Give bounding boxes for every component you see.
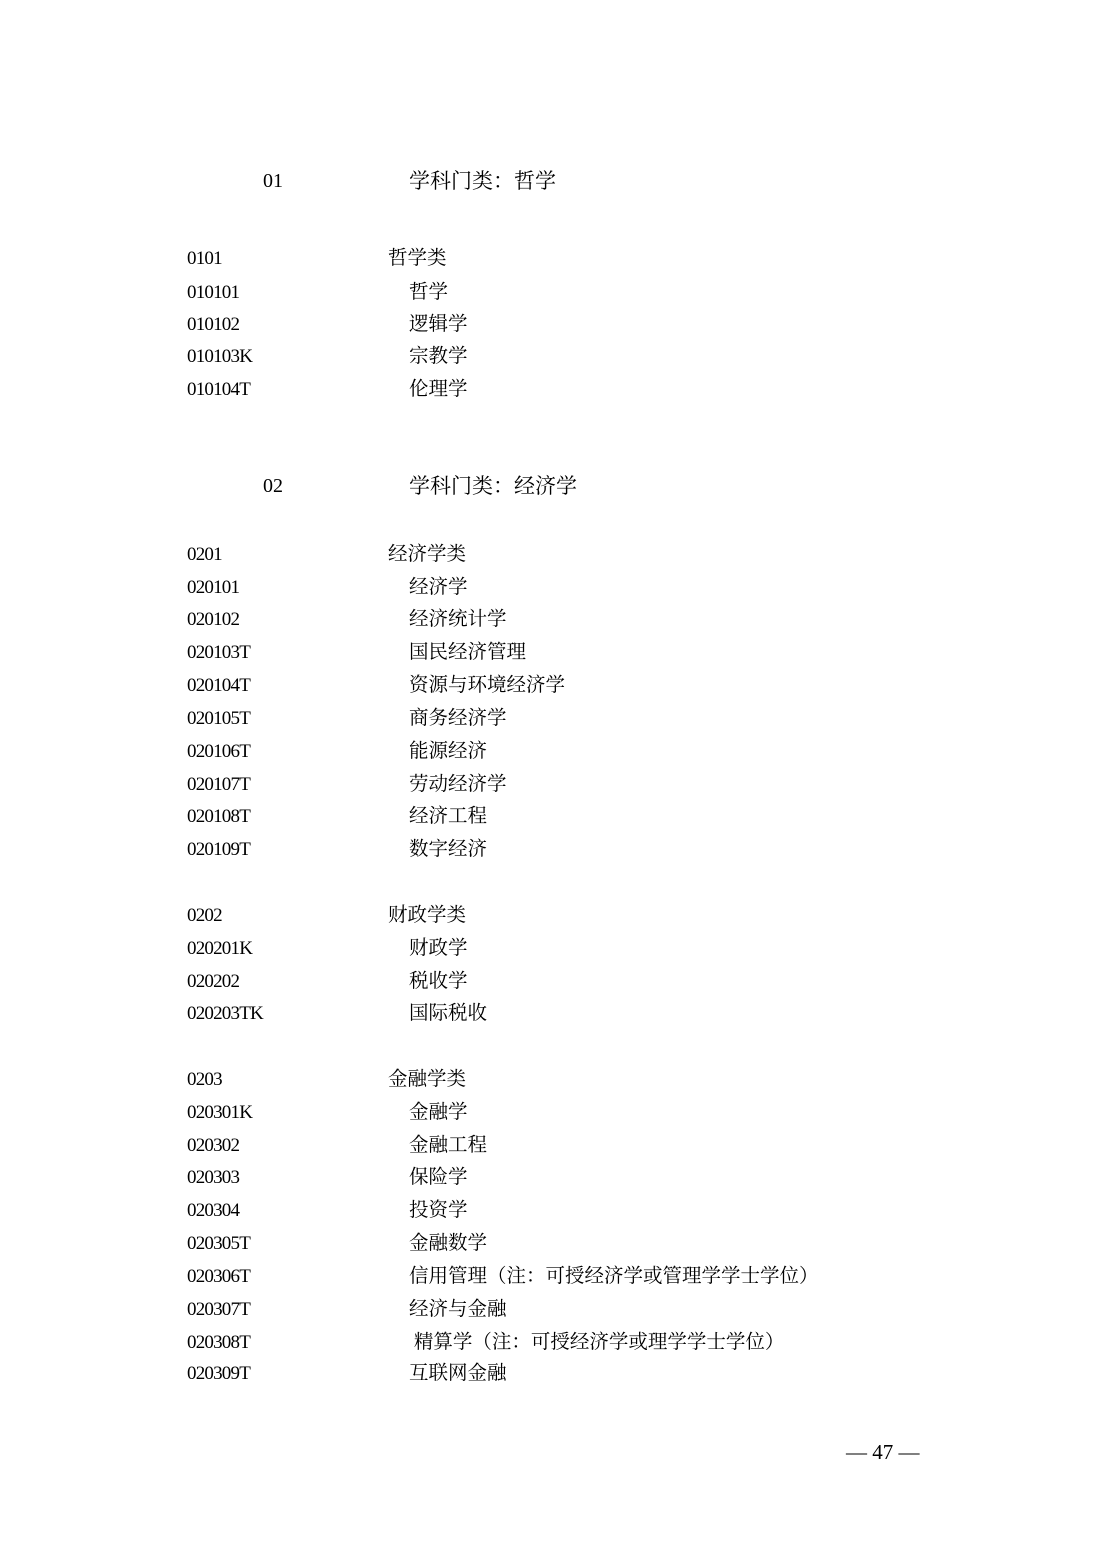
major-name: 投资学 [409, 1200, 468, 1221]
major-name: 资源与环境经济学 [409, 675, 566, 696]
group-code: 0202 [187, 905, 222, 926]
group-code: 0101 [187, 248, 222, 269]
major-name: 金融数学 [409, 1233, 488, 1254]
major-code: 010104T [187, 379, 251, 400]
major-code: 020306T [187, 1266, 251, 1287]
major-name: 逻辑学 [409, 314, 468, 335]
major-code: 020102 [187, 609, 240, 630]
major-code: 020305T [187, 1233, 251, 1254]
major-name: 能源经济 [409, 741, 488, 762]
major-name: 伦理学 [409, 379, 468, 400]
major-name: 国民经济管理 [409, 642, 527, 663]
group-name: 财政学类 [388, 905, 467, 926]
major-name: 宗教学 [409, 346, 468, 367]
group-name: 经济学类 [388, 544, 467, 565]
major-code: 020109T [187, 839, 251, 860]
major-code: 020307T [187, 1299, 251, 1320]
major-name: 保险学 [409, 1167, 468, 1188]
major-name: 国际税收 [409, 1003, 488, 1024]
major-code: 020108T [187, 806, 251, 827]
major-name: 互联网金融 [409, 1363, 507, 1384]
major-code: 010101 [187, 282, 240, 303]
group-name: 哲学类 [388, 248, 447, 269]
major-code: 020203TK [187, 1003, 263, 1024]
major-code: 020105T [187, 708, 251, 729]
major-code: 020301K [187, 1102, 253, 1123]
major-code: 010103K [187, 346, 253, 367]
major-code: 020101 [187, 577, 240, 598]
major-code: 020304 [187, 1200, 240, 1221]
group-code: 0203 [187, 1069, 222, 1090]
major-name: 财政学 [409, 938, 468, 959]
section-title: 学科门类：经济学 [409, 474, 577, 498]
major-code: 020104T [187, 675, 251, 696]
group-name: 金融学类 [388, 1069, 467, 1090]
major-code: 020309T [187, 1363, 251, 1384]
major-name: 金融工程 [409, 1135, 488, 1156]
major-name: 金融学 [409, 1102, 468, 1123]
section-code: 02 [263, 475, 283, 497]
major-name: 经济学 [409, 577, 468, 598]
major-name: 哲学 [409, 282, 449, 303]
section-code: 01 [263, 170, 283, 192]
major-code: 020303 [187, 1167, 240, 1188]
major-code: 020202 [187, 971, 240, 992]
major-code: 020103T [187, 642, 251, 663]
major-name: 经济工程 [409, 806, 488, 827]
major-name: 经济统计学 [409, 609, 507, 630]
major-name: 精算学（注：可授经济学或理学学士学位） [409, 1332, 785, 1353]
major-code: 010102 [187, 314, 240, 335]
major-code: 020107T [187, 774, 251, 795]
section-title: 学科门类：哲学 [409, 169, 556, 193]
major-name: 劳动经济学 [409, 774, 507, 795]
major-code: 020106T [187, 741, 251, 762]
major-code: 020201K [187, 938, 253, 959]
major-code: 020308T [187, 1332, 251, 1353]
major-code: 020302 [187, 1135, 240, 1156]
major-name: 信用管理（注：可授经济学或管理学学士学位） [409, 1266, 819, 1287]
page-number: — 47 — [846, 1440, 920, 1464]
major-name: 数字经济 [409, 839, 488, 860]
major-name: 商务经济学 [409, 708, 507, 729]
major-name: 经济与金融 [409, 1299, 507, 1320]
group-code: 0201 [187, 544, 222, 565]
major-name: 税收学 [409, 971, 468, 992]
